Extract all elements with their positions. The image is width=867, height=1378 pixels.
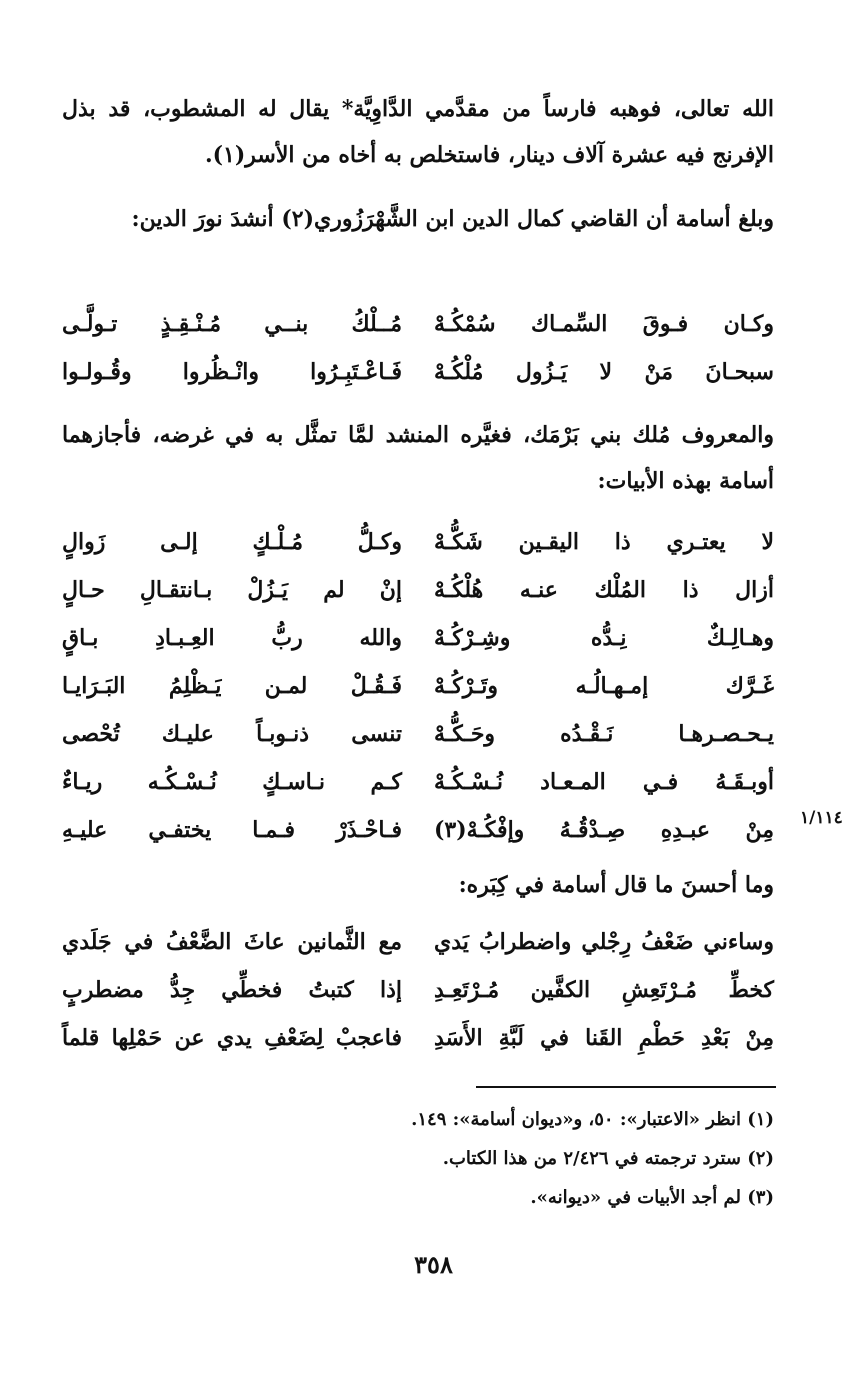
margin-folio-note: ١/١١٤ [800, 808, 843, 828]
verse-right-hemistich: إنْ لم يَـزُلْ بـانتقـالِ حـالٍ [62, 577, 402, 603]
verse-left-hemistich: أزال ذا المُلْك عنـه هُلْكُـهْ [434, 577, 774, 603]
verse-left-hemistich: مِنْ عبـدِهِ صِـدْقُـهُ وإفْكُـهْ(٣) [434, 817, 774, 843]
verse-line [62, 300, 774, 348]
verse-block-1 [62, 300, 774, 396]
verse-right-hemistich: فَـاعْـتَبِـرُوا وانْـظُروا وقُـولـوا [62, 359, 402, 385]
verse-right-hemistich: وكـلُّ مُـلْـكٍ إلـى زَوالٍ [62, 529, 402, 555]
paragraph-3: والمعروف مُلك بني بَرْمَك، فغيَّره المنشد لمَّا تمثَّل به في غرضه، فأجازهما أسامة بهذه الأبيات: [62, 422, 774, 494]
verse-line [62, 518, 774, 566]
verse-line [62, 966, 774, 1014]
verse-right-hemistich: فـاحْـذَرْ فـمـا يختفـي عليـهِ [62, 817, 402, 843]
verse-line [62, 566, 774, 614]
footnotes [62, 1100, 774, 1217]
verse-right-hemistich: فَـقُـلْ لمـن يَـظْلِمُ البَـرَايـا [62, 673, 402, 699]
verse-line [62, 710, 774, 758]
verse-left-hemistich: يـحـصـرهـا نَـقْـدُه وحَـكُّـهْ [434, 721, 774, 747]
verse-right-hemistich: فاعجبْ لِضَعْفِ يدي عن حَمْلِها قلماً [62, 1025, 402, 1051]
verse-left-hemistich: وساءني ضَعْفُ رِجْلي واضطرابُ يَدي [434, 929, 774, 955]
paragraph-1: الله تعالى، فوهبه فارساً من مقدَّمي الدَّاوِيَّة* يقال له المشطوب، قد بذل الإفرنج فيه عشرة آلاف دينار، فاستخلص به أخاه من الأسر(١). [62, 96, 774, 168]
verse-line [62, 1014, 774, 1062]
verse-left-hemistich: لا يعتـري ذا اليقـين شَكُّـهْ [434, 529, 774, 555]
verse-right-hemistich: كـم نـاسـكٍ نُـسْـكُـه ريـاءٌ [62, 769, 402, 795]
verse-left-hemistich: سبحـانَ مَنْ لا يَـزُول مُلْكُـهْ [434, 359, 774, 385]
verse-left-hemistich: كخطِّ مُـرْتَعِشِ الكفَّين مُـرْتَعِـدِ [434, 977, 774, 1003]
verse-line [62, 806, 774, 854]
verse-line [62, 348, 774, 396]
footnote-separator [476, 1086, 776, 1088]
verse-line [62, 758, 774, 806]
footnote-2: (٢) سترد ترجمته في ٢/٤٢٦ من هذا الكتاب. [442, 1148, 774, 1169]
verse-left-hemistich: غَـرَّك إمـهـالُـه وتَـرْكُـهْ [434, 673, 774, 699]
verse-line [62, 918, 774, 966]
paragraph-2: وبلغ أسامة أن القاضي كمال الدين ابن الشَّهْرَزُوري(٢) أنشدَ نورَ الدين: [131, 206, 774, 232]
verse-left-hemistich: مِنْ بَعْدِ حَطْمِ القَنا في لَبَّةِ الأَسَدِ [434, 1025, 774, 1051]
page-number: ٣٥٨ [414, 1250, 453, 1279]
footnote-3: (٣) لم أجد الأبيات في «ديوانه». [530, 1187, 774, 1208]
verse-block-3 [62, 918, 774, 1062]
verse-left-hemistich: وكـان فـوقَ السِّمـاك سُمْكُـهْ [434, 311, 774, 337]
paragraph-4: وما أحسنَ ما قال أسامة في كِبَره: [458, 872, 774, 898]
verse-left-hemistich: أوبـقَـهُ فـي المـعـاد نُـسْـكُـهْ [434, 769, 774, 795]
verse-right-hemistich: مُــلْكُ بنــي مُـنْـقِـذٍ تـولَّـى [62, 311, 402, 337]
verse-line [62, 662, 774, 710]
verse-right-hemistich: تنسى ذنـوبـاً عليـك تُحْصى [62, 721, 402, 747]
verse-right-hemistich: إذا كتبتُ فخطِّي جِدُّ مضطربٍ [62, 977, 402, 1003]
verse-block-2 [62, 518, 774, 854]
verse-right-hemistich: مع الثَّمانين عاثَ الضَّعْفُ في جَلَدي [62, 929, 402, 955]
footnote-1: (١) انظر «الاعتبار»: ٥٠، و«ديوان أسامة»: ١٤٩. [411, 1109, 774, 1130]
verse-left-hemistich: وهـالِـكٌ نِـدُّه وشِـرْكُـهْ [434, 625, 774, 651]
verse-line [62, 614, 774, 662]
verse-right-hemistich: والله ربُّ العِـبـادِ بـاقٍ [62, 625, 402, 651]
